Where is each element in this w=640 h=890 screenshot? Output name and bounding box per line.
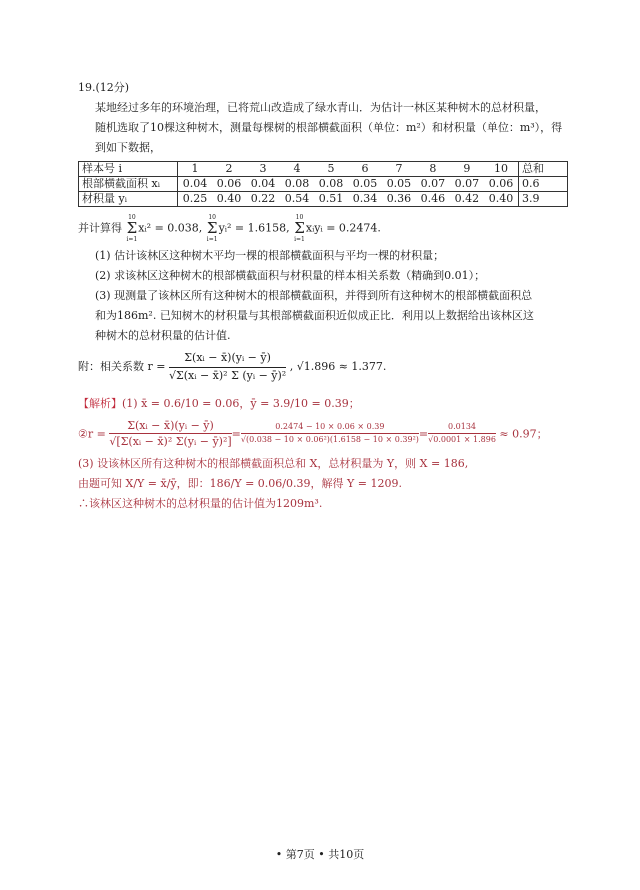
- sum-x2: xᵢ² = 0.038,: [138, 221, 203, 235]
- table-cell: 0.06: [212, 177, 246, 192]
- p2-den3: √0.0001 × 1.896: [428, 435, 496, 445]
- table-cell: 0.05: [382, 177, 416, 192]
- solution-part-1: [78, 394, 578, 414]
- table-cell: 0.22: [246, 192, 280, 207]
- table-cell: 0.04: [246, 177, 280, 192]
- table-cell: 10: [484, 162, 519, 177]
- solution-part-3-ratio: 由题可知 X/Y = x̄/ȳ，即：186/Y = 0.06/0.39，解得 Y = 1209.: [78, 477, 402, 490]
- sum-y2: yᵢ² = 1.6158,: [218, 221, 290, 235]
- table-cell: 0.34: [348, 192, 382, 207]
- appendix-suffix: , √1.896 ≈ 1.377.: [289, 359, 387, 373]
- sigma-icon: 10 Σ i=1: [206, 214, 218, 243]
- table-cell: 3: [246, 162, 280, 177]
- p2-result: ≈ 0.97；: [499, 426, 548, 440]
- intro-line-3: 到如下数据，: [95, 141, 161, 154]
- table-cell: 0.6: [519, 177, 568, 192]
- p2-prefix: ②r =: [78, 426, 106, 440]
- table-cell: 6: [348, 162, 382, 177]
- intro-line-2: 随机选取了10棵这种树木，测量每棵树的根部横截面积（单位：m²）和材积量（单位：m³），得: [95, 121, 563, 134]
- table-cell: 0.07: [450, 177, 484, 192]
- table-cell: 0.04: [178, 177, 213, 192]
- table-cell: 7: [382, 162, 416, 177]
- solution-tag: 【解析】: [78, 396, 122, 410]
- correlation-fraction: $\frac{\text{Σ(xᵢ − x̄)(yᵢ − ȳ)}}{\text{√Σ(xᵢ − x̄)² Σ (yᵢ − ȳ)²}}$: [168, 351, 287, 382]
- part-3-line-3: 种树木的总材积量的估计值.: [95, 329, 231, 342]
- table-cell: 0.40: [484, 192, 519, 207]
- table-cell: 0.51: [314, 192, 348, 207]
- table-cell: 0.05: [348, 177, 382, 192]
- p2-den2: √(0.038 − 10 × 0.06²)(1.6158 − 10 × 0.39²): [240, 435, 419, 445]
- question-number: 19.(12分): [78, 81, 130, 94]
- part-3-line-1: (3) 现测量了该林区所有这种树木的根部横截面积，并得到所有这种树木的根部横截面积总: [95, 289, 533, 302]
- p2-fraction-2: [241, 422, 419, 445]
- solution-p1: (1) x̄ = 0.6/10 = 0.06，ȳ = 3.9/10 = 0.39；: [122, 396, 360, 410]
- table-cell: 0.40: [212, 192, 246, 207]
- table-cell: 0.42: [450, 192, 484, 207]
- formula-numerator: (xᵢ − x̄)(yᵢ − ȳ): [192, 351, 271, 364]
- table-cell: 0.08: [280, 177, 314, 192]
- sums-line: [78, 211, 578, 246]
- table-cell: 5: [314, 162, 348, 177]
- table-cell: 0.08: [314, 177, 348, 192]
- p2-num2: 0.2474 − 10 × 0.06 × 0.39: [241, 422, 419, 434]
- table-cell: 3.9: [519, 192, 568, 207]
- table-cell: 9: [450, 162, 484, 177]
- table-cell: 0.06: [484, 177, 519, 192]
- part-2: (2) 求该林区这种树木的根部横截面积与材积量的样本相关系数（精确到0.01）；: [95, 269, 486, 282]
- p2-num3: 0.0134: [428, 422, 496, 434]
- formula-denominator: (xᵢ − x̄)² Σ (yᵢ − ȳ)²: [183, 368, 287, 382]
- p2-fraction-3: [428, 422, 496, 445]
- table-cell: 总和: [519, 162, 568, 177]
- data-table: [78, 161, 568, 207]
- sigma-icon: 10 Σ i=1: [126, 214, 138, 243]
- content-column: [78, 78, 578, 514]
- solution-part-3: (3) 设该林区所有这种树木的根部横截面积总和 X，总材积量为 Y，则 X = 186,: [78, 457, 469, 470]
- appendix-formula: [78, 346, 578, 388]
- table-cell: 0.25: [178, 192, 213, 207]
- table-cell: 0.54: [280, 192, 314, 207]
- page-footer: • 第7页 • 共10页: [275, 848, 365, 861]
- table-cell: 0.07: [416, 177, 450, 192]
- table-cell: 0.36: [382, 192, 416, 207]
- table-cell: 材积量 yᵢ: [79, 192, 178, 207]
- part-1: (1) 估计该林区这种树木平均一棵的根部横截面积与平均一棵的材积量；: [95, 249, 445, 262]
- table-cell: 根部横截面积 xᵢ: [79, 177, 178, 192]
- table-cell: 2: [212, 162, 246, 177]
- table-cell: 8: [416, 162, 450, 177]
- table-cell: 1: [178, 162, 213, 177]
- p2-num: Σ(xᵢ − x̄)(yᵢ − ȳ): [109, 419, 231, 435]
- appendix-prefix: 附：相关系数 r =: [78, 359, 166, 373]
- p2-fraction-1: [109, 419, 231, 450]
- table-cell: 0.46: [416, 192, 450, 207]
- sigma-icon: 10 Σ i=1: [294, 214, 305, 243]
- part-3-line-2: 和为186m². 已知树木的材积量与其根部横截面积近似成正比．利用以上数据给出该林区这: [95, 309, 534, 322]
- table-cell: 4: [280, 162, 314, 177]
- p2-den: √[Σ(xᵢ − x̄)² Σ(yᵢ − ȳ)²]: [109, 435, 232, 449]
- solution-part-2: ②r = $\frac{\text{Σ(xᵢ − x̄)(yᵢ − ȳ)}}{\text{√[Σ(xᵢ − x̄)² Σ(yᵢ − ȳ)²]}}$ = $\frac{0.2474 - 10 \times 0.06 \times 0.39}{\text{√(0.038 − 10 × 0.06²)(1.6158 − 10 × 0.39²)}}$ = $\frac{0.0134}{√0.0001 \times 1.896}$ ≈ 0.97；: [78, 418, 548, 449]
- table-row: [79, 192, 568, 207]
- table-row: [79, 177, 568, 192]
- intro-line-1: 某地经过多年的环境治理，已将荒山改造成了绿水青山．为估计一林区某种树木的总材积量，: [95, 101, 546, 114]
- sums-prefix: 并计算得: [78, 221, 122, 235]
- solution-conclusion: ∴该林区这种树木的总材积量的估计值为1209m³.: [78, 497, 323, 510]
- table-header-row: [79, 162, 568, 177]
- sum-xy: xᵢyᵢ = 0.2474.: [305, 221, 381, 235]
- table-cell: 样本号 i: [79, 162, 178, 177]
